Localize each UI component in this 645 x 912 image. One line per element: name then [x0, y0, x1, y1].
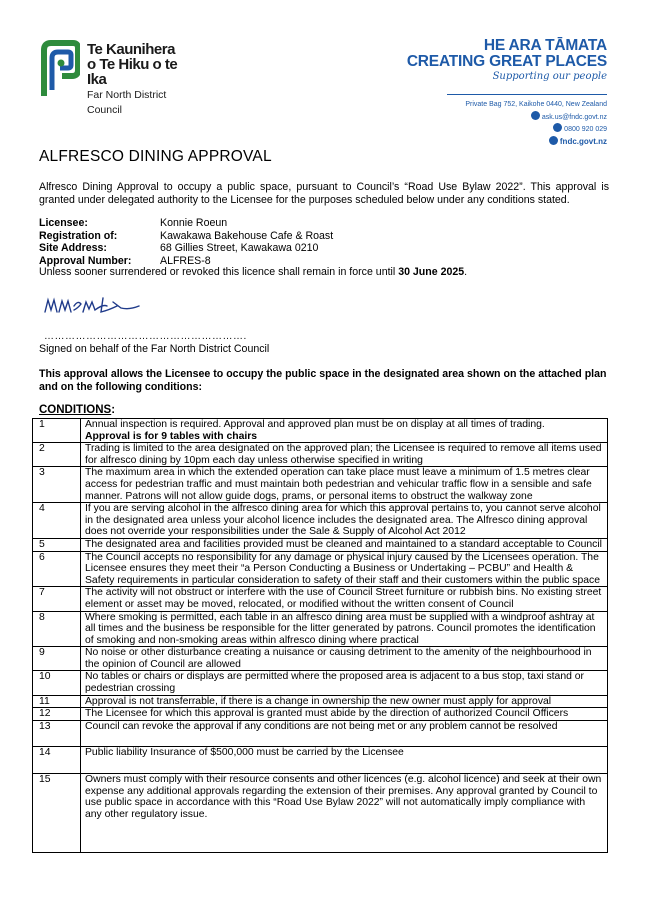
condition-number: 7: [33, 587, 81, 611]
condition-number: 12: [33, 708, 81, 721]
condition-text: Public liability Insurance of $500,000 must be carried by the Licensee: [81, 747, 608, 774]
signed-by: Signed on behalf of the Far North District Council: [39, 343, 270, 355]
condition-number: 5: [33, 538, 81, 551]
conditions-heading-colon: :: [111, 404, 116, 416]
table-row: [33, 551, 608, 587]
condition-text: The Licensee for which this approval is granted must abide by the direction of authorized Council Officers: [81, 708, 608, 721]
conditions-table: [32, 418, 608, 853]
intro-paragraph: Alfresco Dining Approval to occupy a public space, pursuant to Council’s “Road Use Bylaw 2022”. This approval is granted under delegated authority to the Licensee for the purposes scheduled below under any conditions stated.: [39, 181, 609, 206]
conditions-heading: [39, 404, 115, 416]
table-row: [33, 467, 608, 503]
email-link[interactable]: ask.us@fndc.govt.nz: [541, 113, 607, 121]
table-row: [33, 747, 608, 774]
condition-number: 11: [33, 695, 81, 708]
council-name-line1: Te Kaunihera: [87, 41, 175, 58]
table-row: [33, 587, 608, 611]
condition-text: Approval is not transferrable, if there is a change in ownership the new owner must apply for approval: [81, 695, 608, 708]
condition-text: Owners must comply with their resource consents and other licences (e.g. alcohol licence) and seek at their own expense any additional approvals regarding the extension of their premises. Any approval granted by Council to use public space in accordance with this “Road Use Bylaw 2022” will not automatically imply compliance with any other regulatory issue.: [81, 774, 608, 853]
council-logo: [40, 40, 200, 116]
detail-value: 68 Gillies Street, Kawakawa 0210: [160, 242, 319, 254]
condition-number: 14: [33, 747, 81, 774]
detail-label: Licensee:: [39, 217, 88, 229]
condition-number: 1: [33, 419, 81, 443]
signature-line: ………………………………………………….: [44, 331, 247, 342]
council-name: [87, 42, 200, 118]
condition-number: 4: [33, 503, 81, 539]
allows-statement: This approval allows the Licensee to occupy the public space in the designated area shown on the attached plan and on the following conditions:: [39, 368, 607, 393]
table-row: [33, 419, 608, 443]
condition-text: The maximum area in which the extended operation can take place must leave a minimum of 1.5 metres clear access for pedestrian traffic and must maintain both pedestrian and vehicular traffic flow in a sensible and safe manner. Patrons will not allow guide dogs, prams, or personal items to obstruct the walkway zone: [81, 467, 608, 503]
detail-value: Konnie Roeun: [160, 217, 228, 229]
condition-number: 9: [33, 647, 81, 671]
page-title: ALFRESCO DINING APPROVAL: [39, 148, 272, 165]
detail-label: Approval Number:: [39, 254, 132, 267]
condition-text: [81, 419, 608, 443]
koru-logo-icon: [40, 40, 80, 98]
condition-number: 2: [33, 443, 81, 467]
globe-icon: [549, 136, 558, 145]
signature-image: [43, 292, 153, 320]
condition-text: Where smoking is permitted, each table in an alfresco dining area must be supplied with a windproof ashtray at all times and the business be responsible for the litter generated by patrons. Council promotes the identification of smoking and non-smoking areas within alfresco dining where practical: [81, 611, 608, 647]
validity-text: Unless sooner surrendered or revoked this licence shall remain in force until: [39, 266, 399, 278]
phone-icon: [553, 123, 562, 132]
table-row: [33, 647, 608, 671]
condition-text-body: Annual inspection is required. Approval and approved plan must be on display at all times of trading.: [85, 419, 545, 430]
table-row: [33, 774, 608, 853]
email-icon: [531, 111, 540, 120]
detail-row: [39, 217, 333, 230]
detail-label: Registration of:: [39, 229, 118, 242]
contact-block: [465, 99, 607, 147]
detail-value: Kawakawa Bakehouse Cafe & Roast: [160, 229, 334, 242]
approval-details: [39, 217, 333, 267]
table-row: [33, 443, 608, 467]
condition-text: The Council accepts no responsibility for any damage or physical injury caused by the Licensees operation. The Licensee ensures they meet their “a Person Conducting a Business or Undertaking – PCBU” and Health & Safety requirements in particular consideration to safety of their staff and their customers within the public space: [81, 551, 608, 587]
conditions-heading-text: CONDITIONS: [39, 404, 112, 416]
slogan-tagline: Supporting our people: [492, 71, 607, 82]
postal-address: Private Bag 752, Kaikohe 0440, New Zealand: [465, 101, 607, 108]
table-row: [33, 611, 608, 647]
condition-text: Trading is limited to the area designated on the approved plan; the Licensee is required to remove all items used for alfresco dining by 10pm each day unless otherwise specified in writing: [81, 443, 608, 467]
detail-row: [39, 242, 333, 255]
validity-statement: [39, 266, 467, 278]
expiry-date: 30 June 2025: [398, 266, 465, 278]
slogan-maori: HE ARA TĀMATA: [483, 37, 607, 54]
condition-text: If you are serving alcohol in the alfresco dining area for which this approval pertains to, you cannot serve alcohol in the designated area unless your alcohol licence includes the designated area. The Alfresco dining approval does not override your responsibilities under the Sale & Supply of Alcohol Act 2012: [81, 503, 608, 539]
condition-number: 13: [33, 720, 81, 747]
condition-text: No noise or other disturbance creating a nuisance or causing detriment to the amenity of the neighbourhood in the opinion of Council are allowed: [81, 647, 608, 671]
slogan-english: CREATING GREAT PLACES: [406, 53, 607, 70]
council-name-line2: o Te Hiku o te Ika: [87, 56, 178, 88]
council-name-line3: Far North District Council: [87, 89, 167, 116]
detail-label: Site Address:: [39, 242, 107, 254]
slogan-block: [387, 38, 607, 83]
condition-text: The designated area and facilities provided must be cleaned and maintained to a standard acceptable to Council: [81, 538, 608, 551]
condition-number: 10: [33, 671, 81, 695]
phone-number[interactable]: 0800 920 029: [564, 126, 607, 133]
validity-end: .: [464, 266, 468, 278]
table-row: [33, 671, 608, 695]
header-divider: [447, 94, 607, 95]
condition-text: The activity will not obstruct or interfere with the use of Council Street furniture or rubbish bins. No existing street element or asset may be moved, relocated, or modified without the written consent of Council: [81, 587, 608, 611]
table-row: [33, 695, 608, 708]
condition-number: 3: [33, 467, 81, 503]
condition-number: 6: [33, 551, 81, 587]
condition-text: Council can revoke the approval if any conditions are not being met or any problem cannot be resolved: [81, 720, 608, 747]
table-row: [33, 538, 608, 551]
detail-row: [39, 230, 333, 243]
condition-text: No tables or chairs or displays are permitted where the proposed area is adjacent to a bus stop, taxi stand or pedestrian crossing: [81, 671, 608, 695]
table-row: [33, 720, 608, 747]
condition-number: 8: [33, 611, 81, 647]
condition-bold-note: Approval is for 9 tables with chairs: [85, 430, 258, 442]
detail-value: ALFRES-8: [160, 254, 211, 267]
table-row: [33, 708, 608, 721]
website-link[interactable]: fndc.govt.nz: [559, 136, 607, 146]
table-row: [33, 503, 608, 539]
condition-number: 15: [33, 774, 81, 853]
